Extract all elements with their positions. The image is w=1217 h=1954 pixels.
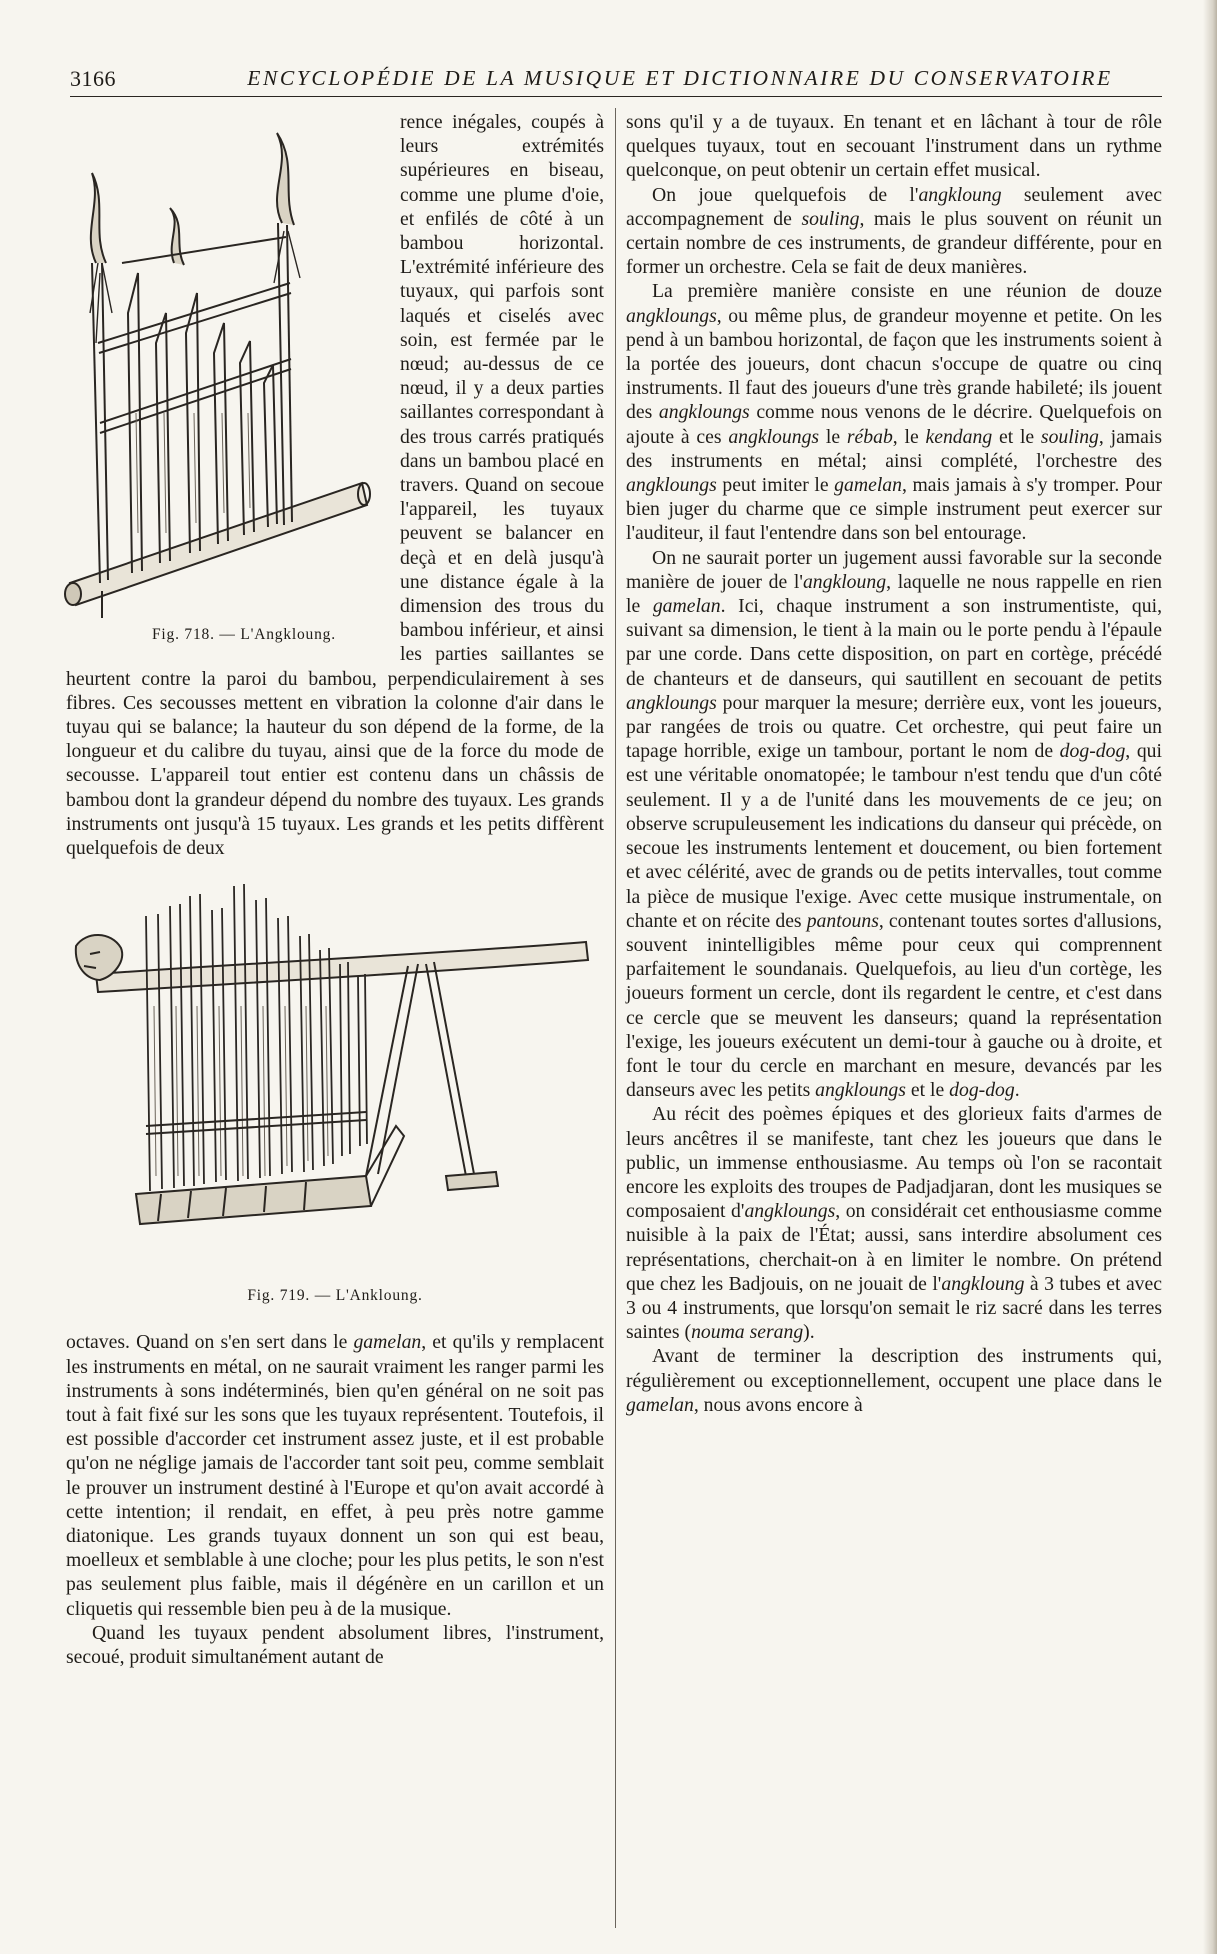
figure-719-caption: Fig. 719. — L'Ankloung. <box>247 1287 423 1305</box>
paragraph: La première manière consiste en une réunion de douze angkloungs, ou même plus, de grandeur moyenne et petite. On les pend à un bambou horizontal, de façon que les instruments soient à la portée des joueurs, dont chacun s'occupe de quatre ou cinq instruments. Il faut des joueurs d'une très grande habileté; ils jouent des angkloungs comme nous venons de le décrire. Quelquefois on ajoute à ces angkloungs le rébab, le kendang et le souling, jamais des instruments en métal; ainsi complété, l'orchestre des angkloungs peut imiter le gamelan, mais jamais à s'y tromper. Pour bien juger du charme que ce simple instrument peut exercer sur l'auditeur, il faut l'entendre dans son bel entourage. <box>626 280 1163 545</box>
paragraph: On joue quelquefois de l'angkloung seulement avec accompagnement de souling, mais le plus souvent on réunit un certain nombre de ces instruments, de grandeur différente, pour en former un orchestre. Cela se fait de deux manières. <box>626 183 1162 279</box>
figure-718 <box>62 113 392 660</box>
page-number: 3166 <box>70 66 116 91</box>
angkloung-illustration <box>62 113 392 618</box>
paragraph: Au récit des poèmes épiques et des glorieux faits d'armes de leurs ancêtres il se manifeste, tant chez les joueurs que dans le public, un immense enthousiasme. Au temps où l'on se racontait encore les exploits des troupes de Padjadjaran, dont les musiques se composaient d'angkloungs, on considérait cet enthousiasme comme nuisible à la paix de l'État; aussi, sans interdire absolument ces représentations, cherchait-on à en limiter le nombre. On prétend que chez les Badjouis, on ne jouait de l'angkloung à 3 tubes et avec 3 ou 4 instruments, que lorsqu'on semait le riz sacré dans les terres saintes (nouma serang). <box>626 1103 1162 1344</box>
right-column <box>626 110 1162 1417</box>
paragraph: Quand les tuyaux pendent absolument libres, l'instrument, secoué, produit simultanément autant de <box>66 1621 604 1668</box>
paragraph: Avant de terminer la description des instruments qui, régulièrement ou exceptionnellement, occupent une place dans le gamelan, nous avons encore à <box>626 1345 1162 1416</box>
running-header <box>70 66 1162 97</box>
running-title: ENCYCLOPÉDIE DE LA MUSIQUE ET DICTIONNAIRE DU CONSERVATOIRE <box>247 66 1113 90</box>
page-edge-shadow <box>1203 0 1217 1954</box>
left-column <box>66 110 604 1669</box>
paragraph: sons qu'il y a de tuyaux. En tenant et en lâchant à tour de rôle quelques tuyaux, tout en secouant l'instrument dans un rythme quelconque, on peut obtenir un certain effet musical. <box>626 111 1162 182</box>
column-divider <box>615 108 616 1928</box>
paragraph: octaves. Quand on s'en sert dans le gamelan, et qu'ils y remplacent les instruments en métal, on ne saurait vraiment les ranger parmi les instruments à sons indéterminés, bien qu'en général on ne soit pas tout à fait fixé sur les sons que les tuyaux représentent. Toutefois, il est possible d'accorder cet instrument assez juste, et il est probable qu'on ne néglige jamais de l'accorder tant soit peu, comme semblait le prouver un instrument destiné à l'Europe et qu'on avait accordé à cette intention; il rendait, en effet, à peu près notre gamme diatonique. Les grands tuyaux donnent un son qui est beau, moelleux et semblable à une cloche; pour les plus petits, le son n'est pas seulement plus faible, mais il dégénère en un carillon et un cliquetis qui ressemble bien peu à de la musique. <box>66 1331 604 1620</box>
paragraph: On ne saurait porter un jugement aussi favorable sur la seconde manière de jouer de l'angkloung, laquelle ne nous rappelle en rien le gamelan. Ici, chaque instrument a son instrumentiste, qui, suivant sa dimension, le tient à la main ou le porte pendu à l'épaule par une corde. Dans cette disposition, on part en cortège, précédé de chanteurs et de danseurs, qui sautillent en secouant de petits angkloungs pour marquer la mesure; derrière eux, vont les joueurs, par rangées de trois ou quatre. Cet orchestre, qui peut faire un tapage horrible, exige un tambour, portant le nom de dog-dog, qui est une véritable onomatopée; le tambour n'est tendu que d'un côté seulement. Il y a de l'unité dans les mouvements de ce jeu; on observe scrupuleusement les indications du danseur qui précède, on secoue les instruments lentement et doucement, ou bien fortement et avec célérité, avec de grands ou de petits intervalles, tout comme la pièce de musique l'exige. Avec cette musique instrumentale, on chante et on récite des pantouns, contenant toutes sortes d'allusions, souvent inintelligibles même pour ceux qui comprennent parfaitement le soundanais. Quelquefois, au lieu d'un cortège, les joueurs forment un cercle, dont ils regardent le centre, et c'est dans ce cercle que se meuvent les danseurs; quand la représentation l'exige, les joueurs exécutent un demi-tour à gauche ou à droite, et font le tour du cercle en marchant en mesure, devancés par les danseurs avec les petits angkloungs et le dog-dog. <box>626 546 1162 1102</box>
paragraph: rence inégales, coupés à leurs extrémités supérieures en biseau, comme une plume d'oie, et enfilés de côté à un bambou horizontal. L'extrémité inférieure des tuyaux, qui parfois sont laqués et ciselés avec soin, est fermée par le nœud; au-dessus de ce nœud, il y a deux parties saillantes correspondant à des trous carrés pratiqués dans un bambou placé en travers. Quand on secoue l'appareil, les tuyaux peuvent se balancer en deçà et en delà jusqu'à une distance égale à la dimension des trous du bambou inférieur, et ainsi les parties saillantes se heurtent contre la paroi du bambou, perpendiculairement à ses fibres. Ces secousses mettent en vibration la colonne d'air dans le tuyau qui se balance; la hauteur du son dépend de la forme, de la longueur et du calibre du tuyau, ainsi que de la force du mode de secousse. L'appareil tout entier est contenu dans un châssis de bambou dont la grandeur dépend du nombre des tuyaux. Les grands instruments ont jusqu'à 15 tuyaux. Les grands et les petits diffèrent quelquefois de deux <box>66 111 604 860</box>
figure-718-caption: Fig. 718. — L'Angkloung. <box>152 626 336 643</box>
ankloung-illustration <box>66 876 604 1276</box>
figure-719 <box>66 876 604 1316</box>
